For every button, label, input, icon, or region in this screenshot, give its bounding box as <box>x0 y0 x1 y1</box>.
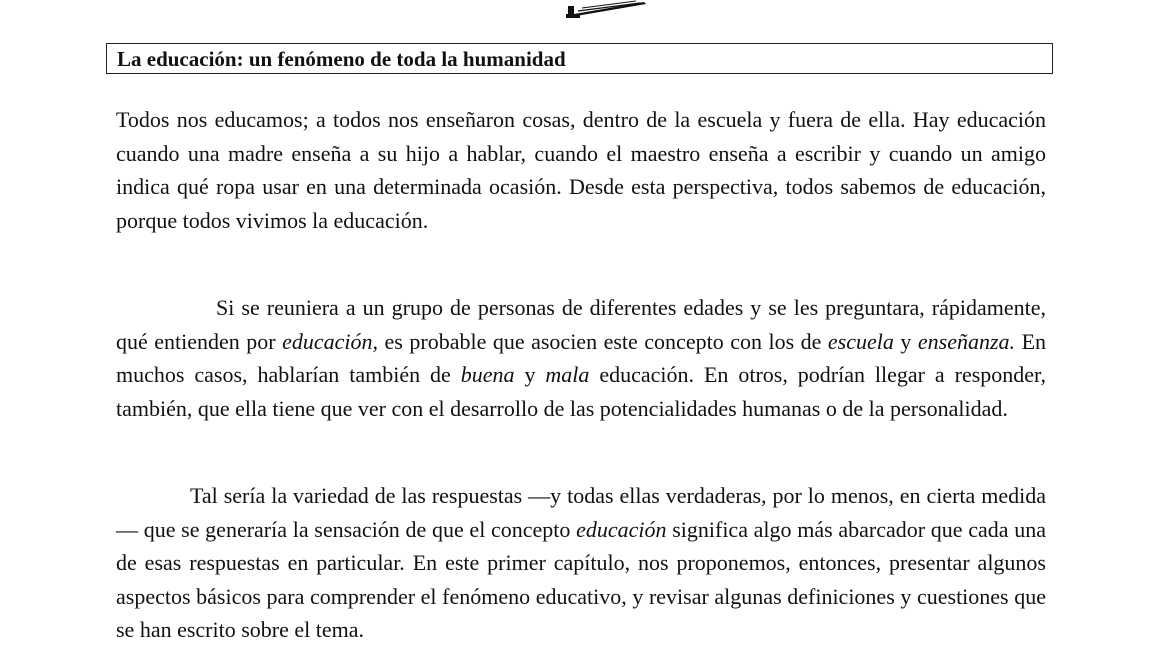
book-quill-logo-icon <box>560 0 650 20</box>
paragraph-2-emphasis: educación, <box>282 328 379 354</box>
paragraph-2-text: En muchos casos, hablarían también de <box>116 328 1047 387</box>
paragraph-2-text: es probable que asocien este concepto con los de <box>378 328 828 354</box>
paragraph-2-text: y <box>514 362 546 387</box>
paragraph-2-text: educación. En otros, podrían llegar a responder, también, que ella tiene que ver con el desarrollo de las potencialidades humanas o de la personalidad. <box>116 362 1046 421</box>
paragraph-1: Todos nos educamos; a todos nos enseñaron cosas, dentro de la escuela y fuera de ella. Hay educación cuando una madre enseña a su hijo a hablar, cuando el maestro enseña a escribir y cuando un amigo indica qué ropa usar en una determinada ocasión. Desde esta perspectiva, todos sabemos de educación, porque todos vivimos la educación. <box>116 107 1046 233</box>
paragraph-2-emphasis: enseñanza. <box>917 328 1016 354</box>
section-heading-box <box>106 43 1053 74</box>
paragraph-2-emphasis: buena <box>460 362 515 387</box>
paragraph-2-text: y <box>893 328 918 354</box>
paragraph-3-text: significa algo más abarcador que cada una de esas respuestas en particular. En este primer capítulo, nos proponemos, entonces, presentar algunos aspectos básicos para comprender el fenómeno educativo, y revisar algunas definiciones y cuestiones que se han escrito sobre el tema. <box>116 516 1046 642</box>
paragraph-3 <box>116 479 1046 647</box>
paragraph-3-text: Tal sería la variedad de las respuestas —y todas ellas verdaderas, por lo menos, en cierta medida— que se generaría la sensación de que el concepto <box>116 483 1046 542</box>
paragraph-2 <box>116 291 1046 425</box>
paragraph-2-emphasis: mala <box>545 362 590 387</box>
paragraph-2-emphasis: escuela <box>827 328 894 354</box>
paragraph-3-emphasis: educación <box>576 516 667 542</box>
paragraph-2-text: Si se reuniera a un grupo de personas de diferentes edades y se les preguntara, rápidamente, qué entienden por <box>116 295 1046 354</box>
section-heading: La educación: un fenómeno de toda la humanidad <box>117 47 566 71</box>
